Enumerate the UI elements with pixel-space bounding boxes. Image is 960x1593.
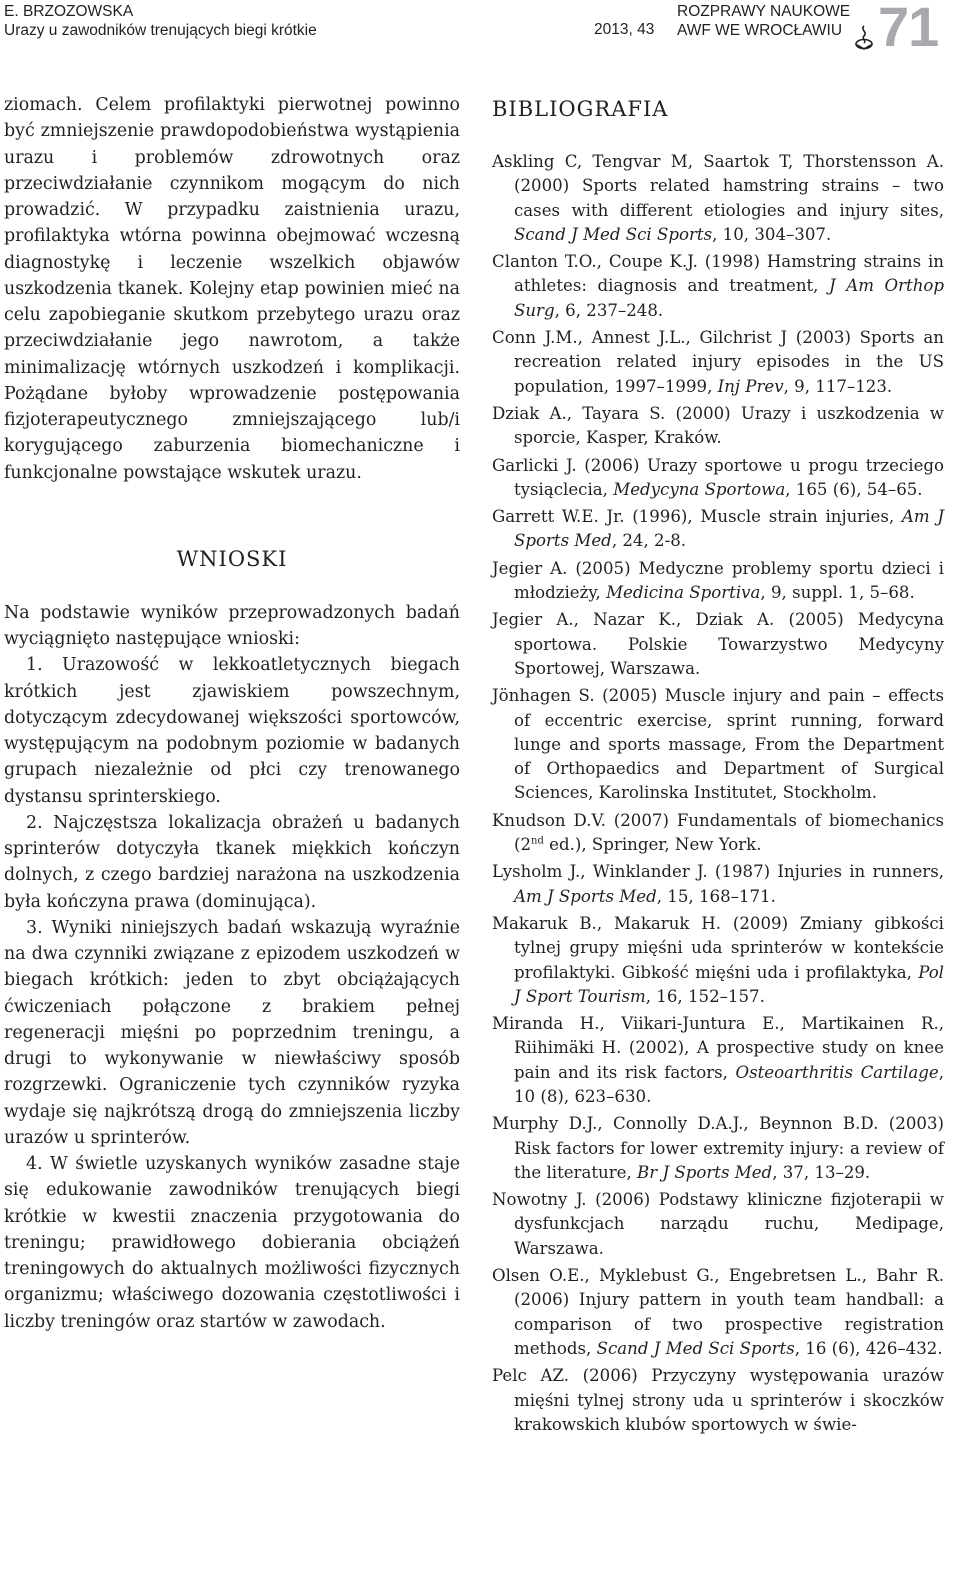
running-head-left [4,2,317,40]
conclusion-item: 4. W świetle uzyskanych wyników zasadne staje się edukowanie zawodników trenujących biegi krótkie w kwestii znaczenia przygotowania do treningu; prawidłowego dobierania obciążeń treningowych do aktualnych możliwości fizycznych organizmu; właściwego dozowania częstotliwości i liczby treningów oraz startów w zawodach. [4,1154,460,1332]
reference-text: Clanton T.O., Coupe K.J. (1998) Hamstring strains in athletes: diagnosis and treatment, [492,252,944,296]
reference-details: , 16, 152–157. [645,986,765,1006]
reference-journal: Osteoarthritis Cartilage [735,1062,939,1082]
reference-item [492,1012,944,1109]
conclusion-item: 2. Najczęstsza lokalizacja obrażeń u badanych sprinterów dotyczyła tkanek miękkich kończyn dolnych, z czego bardziej narażona na uszkodzenia była kończyna prawa (dominująca). [4,812,460,912]
conclusion-item: 1. Urazowość w lekkoatletycznych biegach krótkich jest zjawiskiem powszechnym, dotyczącym zdecydowanej większości sportowców, występującym na podobnym poziomie w badanych grupach niezależnie od płci czy trenowanego dystansu sprinterskiego. [4,655,460,807]
reference-journal: Br J Sports Med [637,1162,773,1182]
reference-text: Askling C, Tengvar M, Saartok T, Thorstensson A. (2000) Sports related hamstring strains – two cases with different etiologies and injury sites, [492,152,944,220]
reference-journal: J Am Orthop Surg [514,276,944,320]
reference-text: Garlicki J. (2006) Urazy sportowe u progu trzeciego tysiąclecia, [492,455,944,499]
bibliography-heading: BIBLIOGRAFIA [492,97,669,121]
reference-journal: Medycyna Sportowa [613,479,786,499]
reference-details: , 24, 2-8. [611,531,687,551]
article-title: Urazy u zawodników trenujących biegi krótkie [4,22,317,39]
reference-details: , 10 (8), 623–630. [514,1062,944,1106]
reference-details: , 6, 237–248. [554,300,664,320]
reference-item [492,912,944,1009]
reference-text: Olsen O.E., Myklebust G., Engebretsen L., Bahr R. (2006) Injury pattern in youth team handball: a comparison of two prospective registration methods, [492,1266,944,1358]
reference-text: Dziak A., Tayara S. (2000) Urazy i uszkodzenia w sporcie, Kasper, Kraków. [492,403,944,448]
reference-details: , 16 (6), 426–432. [794,1338,943,1358]
reference-details: , 165 (6), 54–65. [785,479,923,499]
reference-item [492,150,944,247]
reference-text: Conn J.M., Annest J.L., Gilchrist J (2003) Sports an recreation related injury episodes in the US population, 1997–1999, [492,328,944,396]
intro-paragraph: ziomach. Celem profilaktyki pierwotnej powinno być zmniejszenie prawdopodobieństwa wystąpienia urazu i problemów zdrowotnych oraz przeciwdziałanie czynnikom mogącym do nich prowadzić. W przypadku zaistnienia urazu, profilaktyka wtórna powinna obejmować wczesną diagnostykę i leczenie wszelkich objawów uszkodzenia tkanek. Kolejny etap powinien mieć na celu zapobieganie skutkom przebytego urazu oraz przeciwdziałanie jego nawrotom, a także minimalizację wtórnych uszkodzeń i komplikacji. Pożądane byłoby wprowadzenie postępowania fizjoterapeutycznego zmniejszającego lub/i korygującego zaburzenia biomechaniczne i funkcjonalne powstające wskutek urazu. [4,95,460,483]
reference-text: Jegier A. (2005) Medyczne problemy sportu dzieci i młodzieży, [492,558,944,603]
reference-details: , 9, suppl. 1, 5–68. [760,583,915,603]
awf-logo-icon [854,24,874,50]
reference-item [492,860,944,909]
reference-item [492,402,944,451]
year-issue: 2013, 43 [594,21,655,38]
reference-details: , 10, 304–307. [712,224,832,244]
reference-details: , 9, 117–123. [783,376,893,396]
page-header [0,0,960,58]
reference-item [492,1188,944,1261]
reference-text: Murphy D.J., Connolly D.A.J., Beynnon B.D. (2003) Risk factors for lower extremity injury: a review of the literature, [492,1114,944,1182]
reference-journal: Pol J Sport Tourism [514,962,944,1006]
conclusions-heading: WNIOSKI [176,546,288,571]
page-number: 71 [878,0,939,58]
reference-item [492,1364,944,1437]
reference-item [492,1112,944,1185]
reference-journal: Medicina Sportiva [606,583,761,603]
conclusions-intro: Na podstawie wyników przeprowadzonych badań wyciągnięto następujące wnioski: [4,602,460,649]
reference-journal: Am J Sports Med [514,886,657,906]
reference-item [492,326,944,399]
author-name: E. BRZOZOWSKA [4,3,134,20]
reference-details: , 37, 13–29. [772,1162,871,1182]
reference-journal: Inj Prev [717,376,784,396]
reference-text: Knudson D.V. (2007) Fundamentals of biomechanics (2 [492,810,944,855]
reference-text: Lysholm J., Winklander J. (1987) Injuries in runners, [492,862,944,882]
reference-item [492,250,944,323]
reference-journal: Am J Sports Med [514,507,944,551]
reference-details: ed.), Springer, New York. [543,835,762,855]
reference-journal: Scand J Med Sci Sports [514,224,713,244]
reference-details: , 15, 168–171. [656,886,776,906]
conclusion-item: 3. Wyniki niniejszych badań wskazują wyraźnie na dwa czynniki związane z epizodem uszkodzeń w biegach krótkich: jeden to zbyt obciążających ćwiczeniach połączone z brakiem pełnej regeneracji mięśni po poprzednim treningu, a drugi to wykonywanie w niewłaściwy sposób rozgrzewki. Ograniczenie tych czynników ryzyka wydaje się najkrótszą drogą do zmniejszenia liczby urazów u sprinterów. [4,917,460,1148]
journal-name [677,2,850,40]
reference-item [492,809,944,858]
reference-text: Pelc AZ. (2006) Przyczyny występowania urazów mięśni tylnej strony uda u sprinterów i skoczków krakowskich klubów sportowych w świe- [492,1366,944,1434]
reference-text: Jegier A., Nazar K., Dziak A. (2005) Medycyna sportowa. Polskie Towarzystwo Medycyny Sportowej, Warszawa. [492,610,944,678]
reference-text: Jönhagen S. (2005) Muscle injury and pain – effects of eccentric exercise, sprint running, forward lunge and sports massage, From the Department of Orthopaedics and Department of Surgical Sciences, Karolinska Institutet, Stockholm. [492,686,944,803]
reference-item [492,1264,944,1361]
reference-text: Makaruk B., Makaruk H. (2009) Zmiany gibkości tylnej grupy mięśni uda sprinterów w kontekście profilaktyki. Gibkość mięśni uda i profilaktyka, [492,913,944,982]
reference-item [492,684,944,805]
reference-text: Nowotny J. (2006) Podstawy kliniczne fizjoterapii w dysfunkcjach narządu ruchu, Medipage, Warszawa. [492,1190,944,1258]
reference-item [492,505,944,554]
reference-item [492,608,944,681]
bibliography-column [492,92,944,1440]
left-column [4,92,460,1335]
journal-line-2: AWF WE WROCŁAWIU [677,22,843,39]
reference-item [492,454,944,503]
reference-item [492,557,944,606]
journal-line-1: ROZPRAWY NAUKOWE [677,3,851,20]
reference-journal: Scand J Med Sci Sports [596,1338,795,1358]
reference-text: Miranda H., Viikari-Juntura E., Martikainen R., Riihimäki H. (2002), A prospective study on knee pain and its risk factors, [492,1014,944,1082]
reference-list [492,150,944,1437]
reference-text: Garrett W.E. Jr. (1996), Muscle strain injuries, [492,507,902,527]
reference-superscript: nd [531,835,544,847]
